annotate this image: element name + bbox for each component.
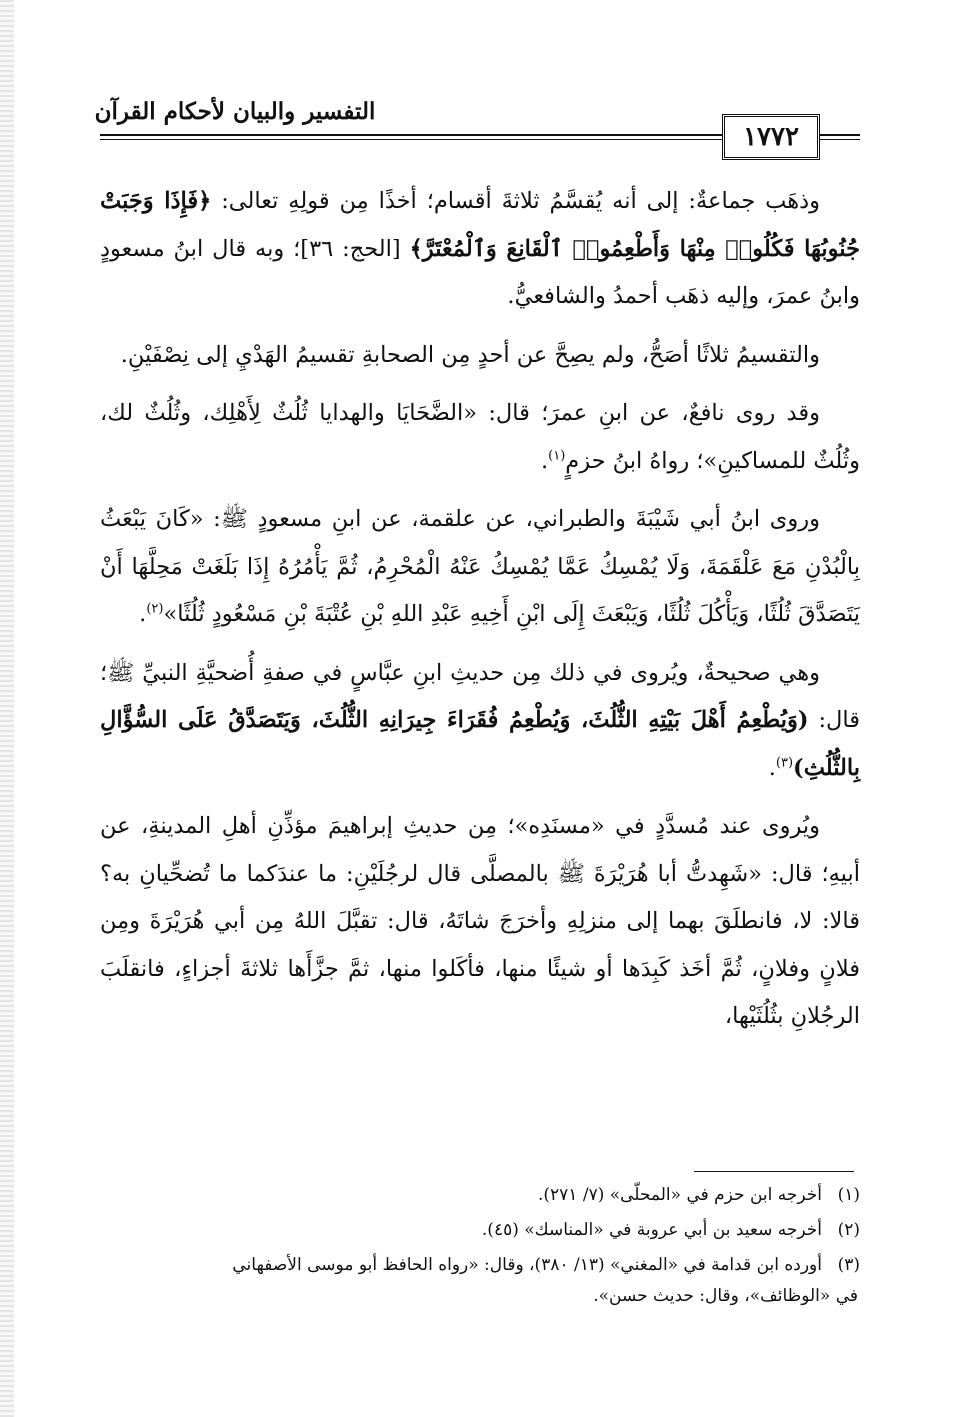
paragraph	[100, 803, 860, 1041]
page-header	[94, 92, 860, 158]
scan-edge	[0, 0, 14, 1417]
text-run: وروى ابنُ أبي شَيْبَةَ والطبراني، عن علقمة، عن ابنِ مسعودٍ ﷺ: «كَانَ يَبْعَثُ بِالْبُدْنِ مَعَ عَلْقَمَةَ، وَلَا يُمْسِكُ عَمَّا يُمْسِكُ عَنْهُ الْمُحْرِمُ، ثُمَّ يَأْمُرُهُ إِذَا بَلَغَتْ مَحِلَّهَا أَنْ يَتَصَدَّقَ ثُلُثًا، وَيَأْكُلَ ثُلُثًا، وَيَبْعَثَ إِلَى ابْنِ أَخِيهِ عَبْدِ اللهِ بْنِ عُتْبَةَ بْنِ مَسْعُودٍ ثُلُثًا»	[100, 506, 860, 627]
footnotes	[100, 1180, 860, 1316]
footnote	[100, 1180, 860, 1211]
running-title: التفسير والبيان لأحكام القرآن	[94, 97, 376, 125]
main-text	[100, 178, 860, 1052]
footnote-number: (٢)	[837, 1220, 860, 1240]
footnote-separator	[694, 1171, 854, 1172]
paragraph	[100, 650, 860, 793]
text-run: .	[768, 754, 776, 781]
footnote-text: أخرجه ابن حزم في «المحلّى» (٧/ ٢٧١).	[537, 1185, 822, 1205]
footnote-number: (١)	[837, 1185, 860, 1205]
paragraph	[100, 332, 860, 380]
paragraph	[100, 390, 860, 485]
text-run: .	[139, 601, 147, 627]
paragraph	[100, 496, 860, 639]
text-run: وهي صحيحةٌ، ويُروى في ذلك مِن حديثِ ابنِ عبَّاسٍ في صفةِ أُضحيَّةِ النبيِّ ﷺ؛ قال:	[100, 659, 860, 733]
footnote-marker: (٣)	[775, 755, 794, 770]
quran-verse: ﴿فَإِذَا وَجَبَتْ جُنُوبُهَا فَكُلُوا۟ مِنْهَا وَأَطْعِمُوا۟ ٱلْقَانِعَ وَٱلْمُعْتَرَّ﴾	[100, 188, 860, 262]
footnote-marker: (٢)	[146, 601, 164, 617]
text-run: [الحج: ٣٦]؛ وبه قال ابنُ مسعودٍ وابنُ عمرَ، وإليه ذهَب أحمدُ والشافعيُّ.	[100, 235, 860, 309]
page-number: ١٧٧٢	[722, 114, 820, 160]
footnote-marker: (١)	[548, 448, 566, 463]
paragraph	[100, 178, 860, 321]
footnote	[100, 1215, 860, 1246]
text-run: .	[540, 447, 549, 474]
text-run: ويُروى عند مُسدَّدٍ في «مسنَدِه»؛ مِن حديثِ إبراهيمَ مؤذِّنِ أهلِ المدينةِ، عن أبيهِ؛ قال: «شَهِدتُّ أبا هُرَيْرَةَ ﷺ بالمصلَّى قال لرجُلَيْنِ: ما عندَكما ما تُضحِّيانِ به؟ قالا: لا، فانطلَقَ بهما إلى منزلِهِ وأخرَجَ شاتَهُ، قال: تقبَّلَ اللهُ مِن أبي هُرَيْرَةَ ومِن فلانٍ وفلانٍ، ثُمَّ أخَذ كَبِدَها أو شيئًا منها، فأكَلوا منها، ثمَّ جزَّأَها ثلاثةَ أجزاءٍ، فانقلَبَ الرجُلانِ بثُلُثَيْها،	[100, 813, 860, 1029]
text-run: والتقسيمُ ثلاثًا أصَحُّ، ولم يصِحَّ عن أحدٍ مِن الصحابةِ تقسيمُ الهَدْيِ إلى نِصْفَيْنِ.	[120, 341, 820, 368]
footnote-text: أخرجه سعيد بن أبي عروبة في «المناسك» (٤٥).	[481, 1220, 822, 1240]
footnote-text-continued: في «الوظائف»، وقال: حديث حسن».	[593, 1286, 858, 1306]
footnote	[100, 1250, 860, 1312]
text-run: وقد روى نافعٌ، عن ابنِ عمرَ؛ قال: «الضَّحَايَا والهدايا ثُلُثٌ لِأَهْلِك، وثُلُثٌ لك، وثُلُثٌ للمساكينِ»؛ رواهُ ابنُ حزمٍ	[100, 400, 860, 474]
footnote-text: أورده ابن قدامة في «المغني» (١٣/ ٣٨٠)، وقال: «رواه الحافظ أبو موسى الأصفهاني	[232, 1255, 822, 1275]
text-run: وذهَب جماعةٌ: إلى أنه يُقسَّمُ ثلاثةَ أقسام؛ أخذًا مِن قولِهِ تعالى:	[211, 188, 820, 214]
footnote-number: (٣)	[837, 1255, 860, 1275]
hadith-quote: (وَيُطْعِمُ أَهْلَ بَيْتِهِ الثُّلُثَ، وَيُطْعِمُ فُقَرَاءَ جِيرَانِهِ الثُّلُثَ، وَيَتَصَدَّقُ عَلَى السُّؤَّالِ بِالثُّلُثِ)	[100, 707, 860, 781]
